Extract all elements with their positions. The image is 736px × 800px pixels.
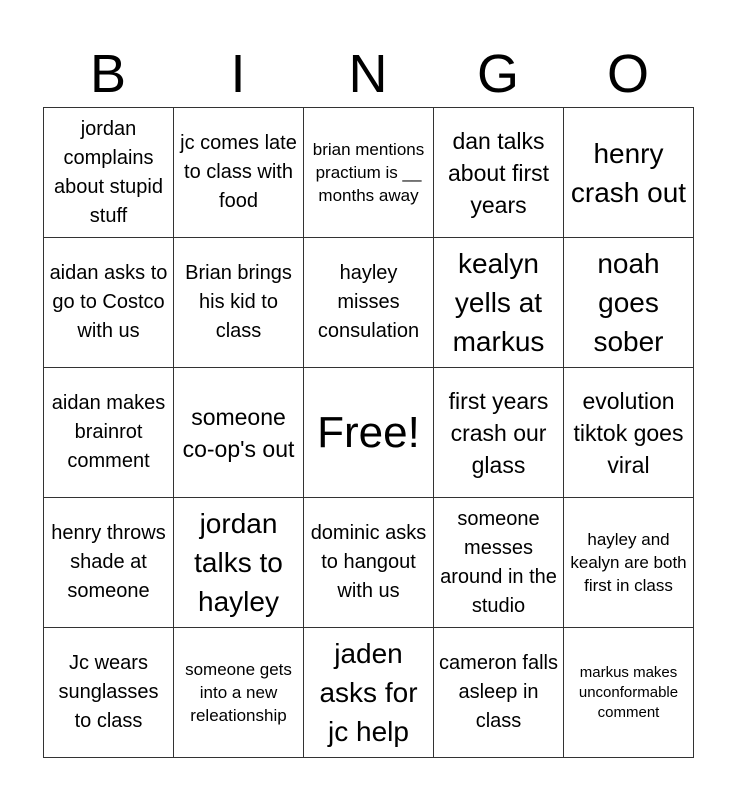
cell-text: brian mentions practium is __ months away (312, 140, 425, 205)
bingo-cell[interactable] (434, 108, 564, 238)
header-letter-g: G (476, 44, 519, 104)
cell-text: first years crash our glass (448, 387, 549, 478)
bingo-cell[interactable] (564, 238, 694, 368)
bingo-cell[interactable] (434, 368, 564, 498)
bingo-cell[interactable] (434, 498, 564, 628)
cell-text: jordan talks to hayley (194, 508, 283, 617)
cell-text: hayley misses consulation (317, 262, 420, 342)
bingo-cell[interactable] (434, 628, 564, 758)
cell-text: markus makes unconformable comment (578, 663, 679, 721)
free-space[interactable] (304, 368, 434, 498)
header-letter-b: B (89, 44, 127, 104)
bingo-cell[interactable] (304, 108, 434, 238)
bingo-cell[interactable] (44, 368, 174, 498)
cell-text: kealyn yells at markus (452, 248, 545, 357)
bingo-cell[interactable] (434, 238, 564, 368)
cell-text: someone gets into a new releationship (185, 660, 292, 725)
bingo-cell[interactable] (564, 108, 694, 238)
free-space-text: Free! (317, 407, 420, 457)
cell-text: someone co-op's out (182, 403, 295, 462)
bingo-cell[interactable] (44, 628, 174, 758)
cell-text: henry crash out (570, 137, 687, 208)
header-letter-n: N (348, 44, 388, 104)
bingo-cell[interactable] (44, 498, 174, 628)
cell-text: someone messes around in the studio (440, 507, 557, 617)
bingo-cell[interactable] (174, 108, 304, 238)
header-letter-i: I (230, 44, 246, 104)
cell-text: jordan complains about stupid stuff (54, 117, 163, 227)
bingo-cell[interactable] (564, 628, 694, 758)
header-letter-o: O (606, 44, 649, 104)
cell-text: aidan asks to go to Costco with us (49, 262, 168, 342)
bingo-cell[interactable] (44, 108, 174, 238)
cell-text: henry throws shade at someone (51, 522, 166, 602)
cell-text: jaden asks for jc help (319, 638, 418, 747)
bingo-header (43, 40, 693, 108)
bingo-cell[interactable] (564, 368, 694, 498)
cell-text: noah goes sober (593, 248, 664, 357)
bingo-board (43, 107, 694, 758)
cell-text: evolution tiktok goes viral (573, 387, 684, 478)
bingo-cell[interactable] (174, 628, 304, 758)
bingo-cell[interactable] (44, 238, 174, 368)
cell-text: Jc wears sunglasses to class (58, 652, 159, 732)
cell-text: dan talks about first years (448, 127, 549, 218)
bingo-cell[interactable] (174, 368, 304, 498)
bingo-cell[interactable] (174, 238, 304, 368)
cell-text: jc comes late to class with food (180, 132, 297, 212)
cell-text: dominic asks to hangout with us (310, 522, 427, 602)
bingo-cell[interactable] (304, 628, 434, 758)
cell-text: Brian brings his kid to class (185, 262, 292, 342)
bingo-cell[interactable] (174, 498, 304, 628)
cell-text: cameron falls asleep in class (439, 652, 558, 732)
bingo-cell[interactable] (564, 498, 694, 628)
bingo-cell[interactable] (304, 498, 434, 628)
cell-text: aidan makes brainrot comment (51, 392, 166, 472)
cell-text: hayley and kealyn are both first in class (570, 530, 687, 595)
bingo-cell[interactable] (304, 238, 434, 368)
